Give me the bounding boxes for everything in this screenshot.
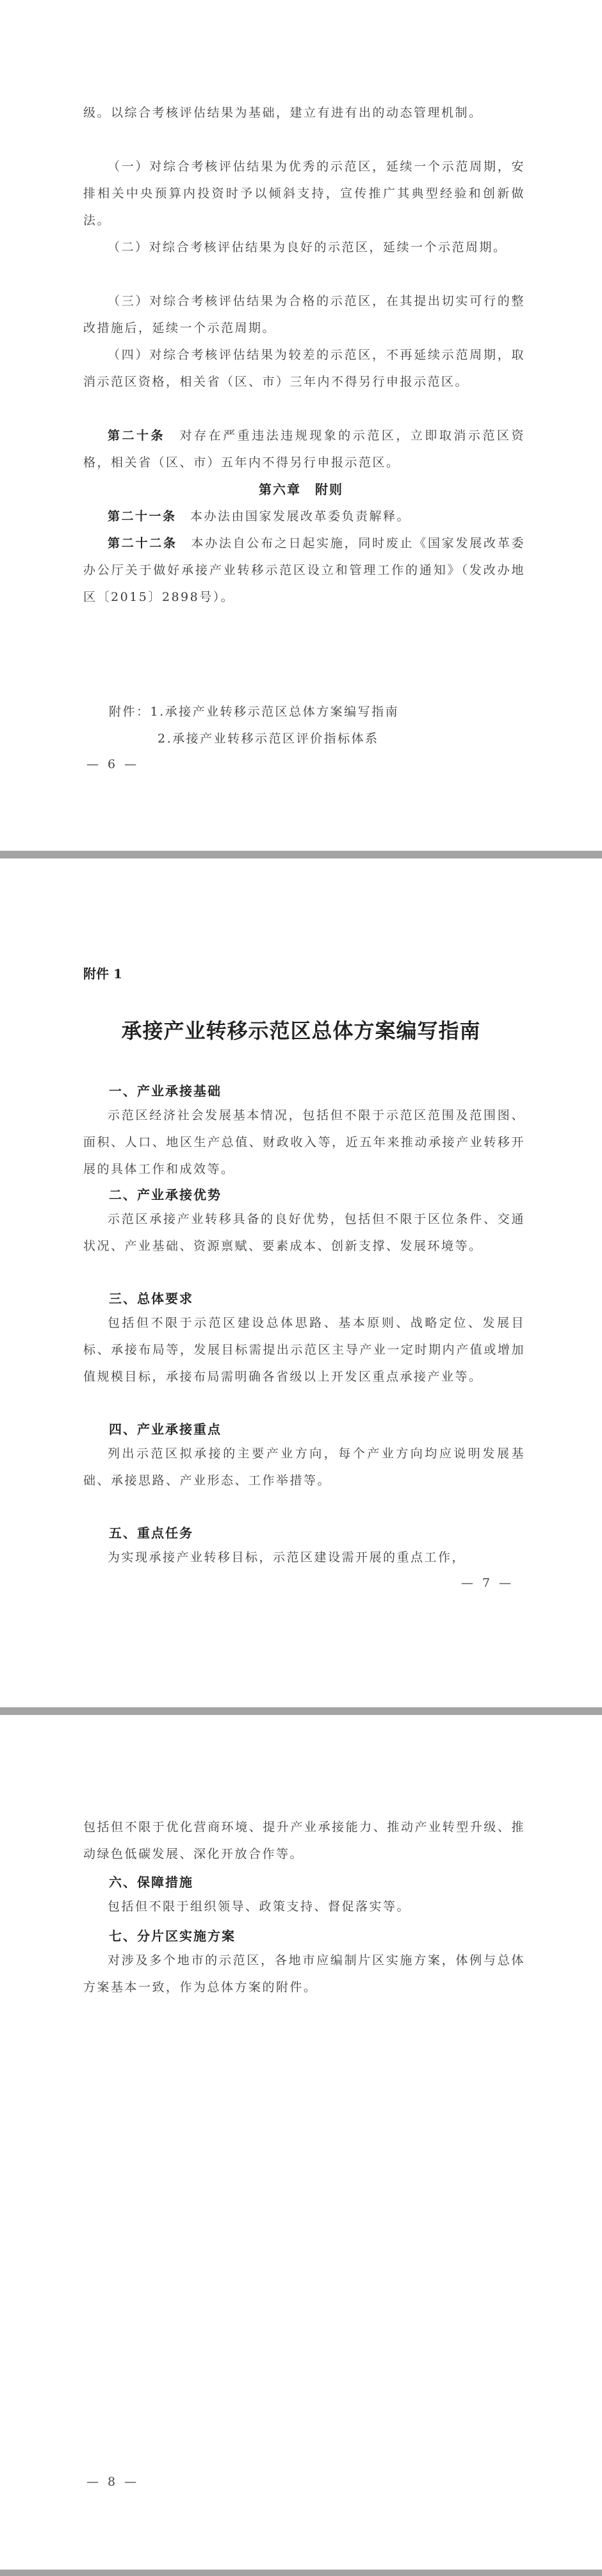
- article-21: [83, 503, 525, 530]
- document-title: 承接产业转移示范区总体方案编写指南: [121, 1019, 481, 1043]
- paragraph: 示范区经济社会发展基本情况，包括但不限于示范区范围及范围图、面积、人口、地区生产总值、财政收入等，近五年来推动承接产业转移开展的具体工作和成效等。: [83, 1108, 525, 1176]
- section-heading: 六、保障措施: [109, 1875, 193, 1890]
- paragraph: 为实现承接产业转移目标，示范区建设需开展的重点工作，: [108, 1550, 466, 1564]
- paragraph: 包括但不限于优化营商环境、提升产业承接能力、推动产业转型升级、推动绿色低碳发展、深化开放合作等。: [83, 1820, 525, 1861]
- section-heading: 三、总体要求: [109, 1291, 193, 1306]
- paragraph: （四）对综合考核评估结果为较差的示范区，不再延续示范周期，取消示范区资格，相关省（区、市）三年内不得另行申报示范区。: [83, 348, 525, 389]
- article-label: 第二十一条: [108, 509, 177, 523]
- article-text: 本办法自公布之日起实施，同时废止《国家发展改革委办公厅关于做好承接产业转移示范区设立和管理工作的通知》（发改办地区〔2015〕2898号）。: [83, 536, 525, 604]
- page-6: [0, 0, 602, 851]
- chapter-heading: 第六章 附则: [259, 482, 343, 497]
- paragraph: 级。以综合考核评估结果为基础，建立有进有出的动态管理机制。: [83, 106, 483, 120]
- section-heading: 一、产业承接基础: [109, 1083, 222, 1099]
- paragraph: 对涉及多个地市的示范区，各地市应编制片区实施方案，体例与总体方案基本一致，作为总体方案的附件。: [83, 1953, 525, 1994]
- paragraph: 包括但不限于示范区建设总体思路、基本原则、战略定位、发展目标、承接布局等，发展目标需提出示范区主导产业一定时期内产值或增加值规模目标，承接布局需明确各省级以上开发区重点承接产业等。: [83, 1316, 525, 1384]
- paragraph: （一）对综合考核评估结果为优秀的示范区，延续一个示范周期，安排相关中央预算内投资时予以倾斜支持，宣传推广其典型经验和创新做法。: [83, 160, 525, 227]
- article-20: [83, 422, 525, 476]
- paragraph: 示范区承接产业转移具备的良好优势，包括但不限于区位条件、交通状况、产业基础、资源禀赋、要素成本、创新支撑、发展环境等。: [83, 1212, 525, 1253]
- paragraph: （二）对综合考核评估结果为良好的示范区，延续一个示范周期。: [108, 240, 507, 254]
- attachment-label: 附件 1: [83, 966, 122, 981]
- section-heading: 七、分片区实施方案: [109, 1928, 236, 1944]
- page-separator: [0, 851, 602, 858]
- paragraph: 包括但不限于组织领导、政策支持、督促落实等。: [108, 1899, 411, 1914]
- page-separator: [0, 1707, 602, 1715]
- article-text: 本办法由国家发展改革委负责解释。: [190, 509, 411, 523]
- section-heading: 二、产业承接优势: [109, 1187, 222, 1202]
- page-number: — 6 —: [86, 757, 140, 771]
- attachment-line-2: 2.承接产业转移示范区评价指标体系: [158, 732, 379, 746]
- page-8: [0, 1715, 602, 2570]
- paragraph: 列出示范区拟承接的主要产业方向，每个产业方向均应说明发展基础、承接思路、产业形态、工作举措等。: [83, 1447, 525, 1488]
- article-label: 第二十二条: [108, 536, 177, 550]
- page-number: — 7 —: [461, 1576, 514, 1590]
- page-7: [0, 858, 602, 1707]
- page-separator: [0, 2570, 602, 2576]
- article-label: 第二十条: [108, 429, 166, 443]
- section-heading: 五、重点任务: [109, 1525, 193, 1541]
- page-number: — 8 —: [86, 2475, 140, 2489]
- attachment-line-1: 附件：1.承接产业转移示范区总体方案编写指南: [109, 705, 400, 719]
- section-heading: 四、产业承接重点: [109, 1422, 222, 1437]
- article-text: 对存在严重违法违规现象的示范区，立即取消示范区资格，相关省（区、市）五年内不得另行申报示范区。: [83, 429, 525, 470]
- article-22: [83, 530, 525, 611]
- paragraph: （三）对综合考核评估结果为合格的示范区，在其提出切实可行的整改措施后，延续一个示范周期。: [83, 294, 525, 335]
